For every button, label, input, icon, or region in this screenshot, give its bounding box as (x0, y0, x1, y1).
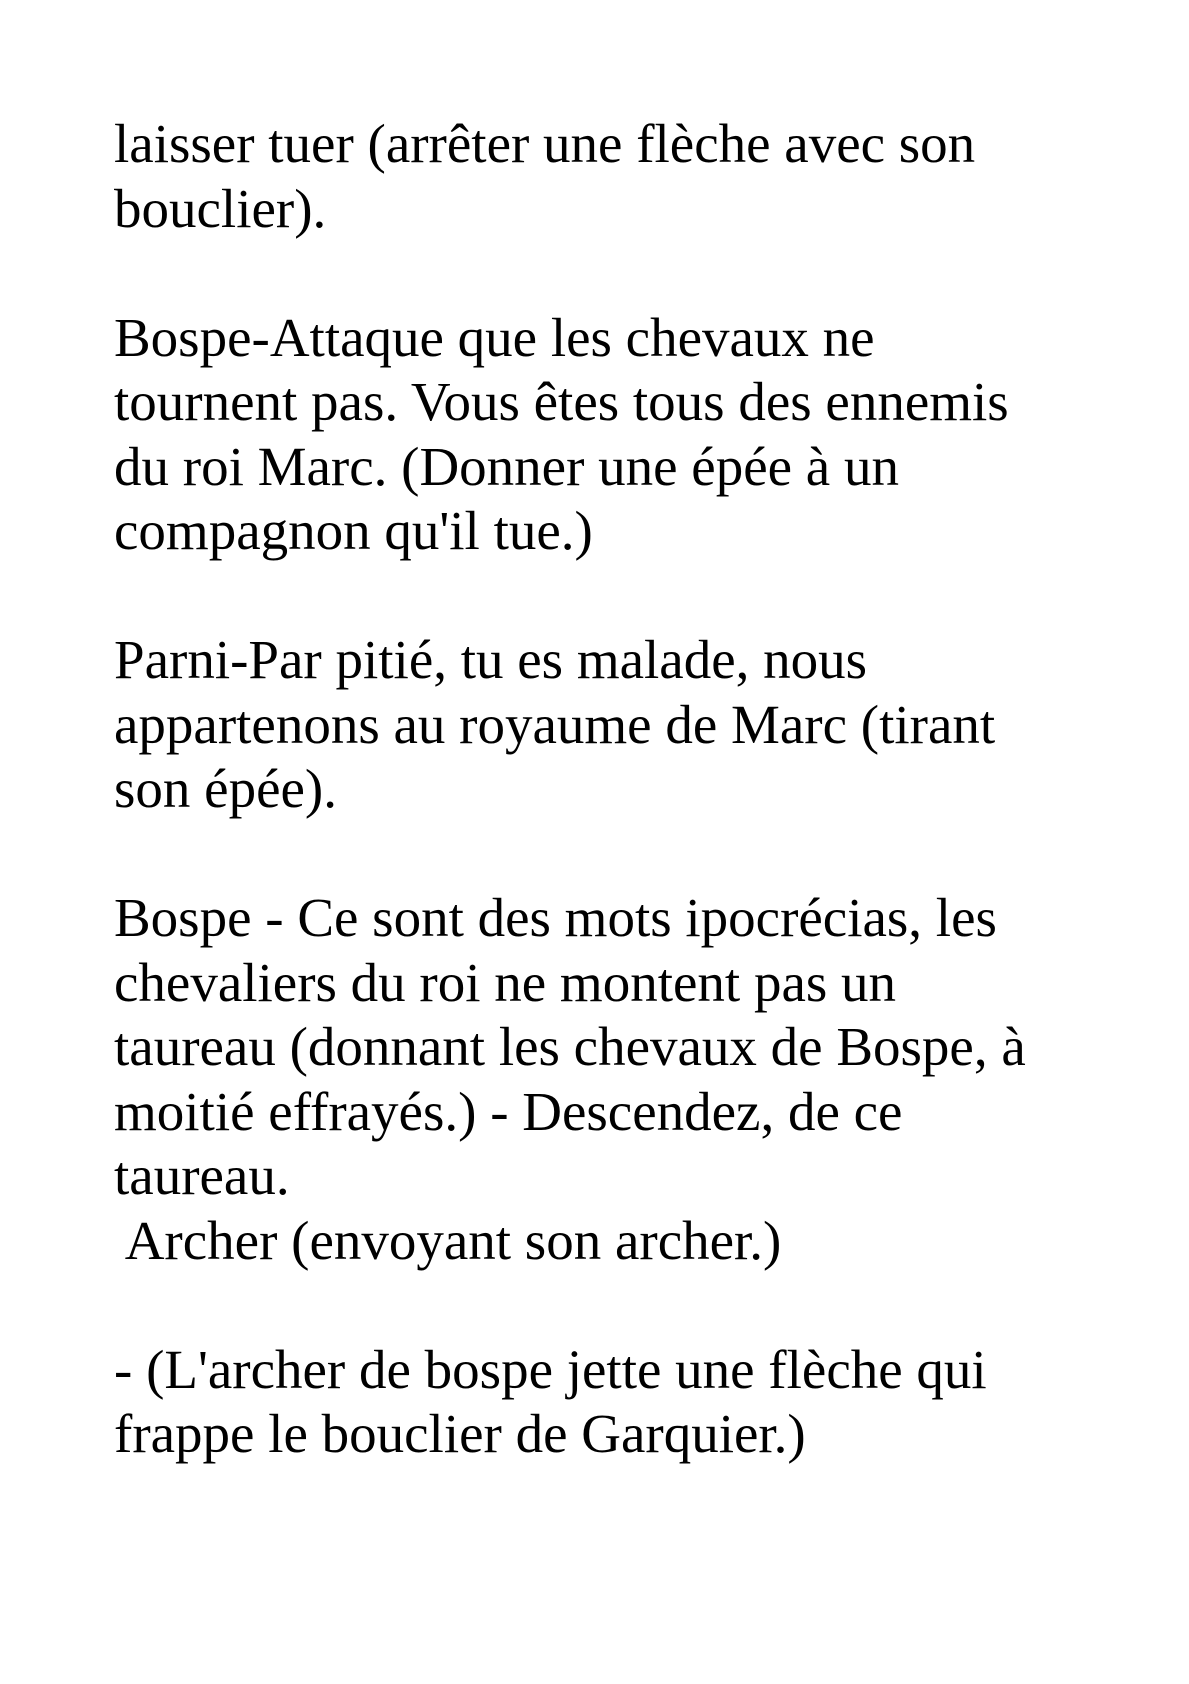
text-line: frappe le bouclier de Garquier.) (114, 1403, 806, 1464)
text-line: - (L'archer de bospe jette une flèche qui (114, 1338, 987, 1400)
paragraph-4 (114, 886, 1114, 1273)
document-body (114, 112, 1114, 1467)
text-line: taureau (donnant les chevaux de Bospe, à (114, 1016, 1026, 1077)
paragraph-spacer (114, 241, 1114, 306)
text-line: son épée). (114, 758, 337, 819)
paragraph-5 (114, 1338, 1114, 1467)
text-line: bouclier). (114, 177, 327, 239)
paragraph-spacer (114, 1273, 1114, 1338)
text-line: moitié effrayés.) - Descendez, de ce (114, 1080, 903, 1142)
text-line: Archer (envoyant son archer.) (114, 1209, 782, 1271)
paragraph-3 (114, 628, 1114, 822)
text-line: Bospe-Attaque que les chevaux ne (114, 306, 875, 368)
text-line: appartenons au royaume de Marc (tirant (114, 693, 996, 755)
paragraph-spacer (114, 564, 1114, 629)
text-line: laisser tuer (arrêter une flèche avec son (114, 113, 976, 174)
text-line: tournent pas. Vous êtes tous des ennemis (114, 371, 1009, 432)
paragraph-spacer (114, 822, 1114, 887)
paragraph-2 (114, 306, 1114, 564)
text-line: Parni-Par pitié, tu es malade, nous (114, 629, 868, 690)
text-line: Bospe - Ce sont des mots ipocrécias, les (114, 887, 997, 948)
text-line: taureau. (114, 1145, 290, 1206)
text-line: compagnon qu'il tue.) (114, 500, 593, 561)
paragraph-1 (114, 112, 1114, 241)
text-line: du roi Marc. (Donner une épée à un (114, 435, 899, 497)
text-line: chevaliers du roi ne montent pas un (114, 951, 897, 1013)
